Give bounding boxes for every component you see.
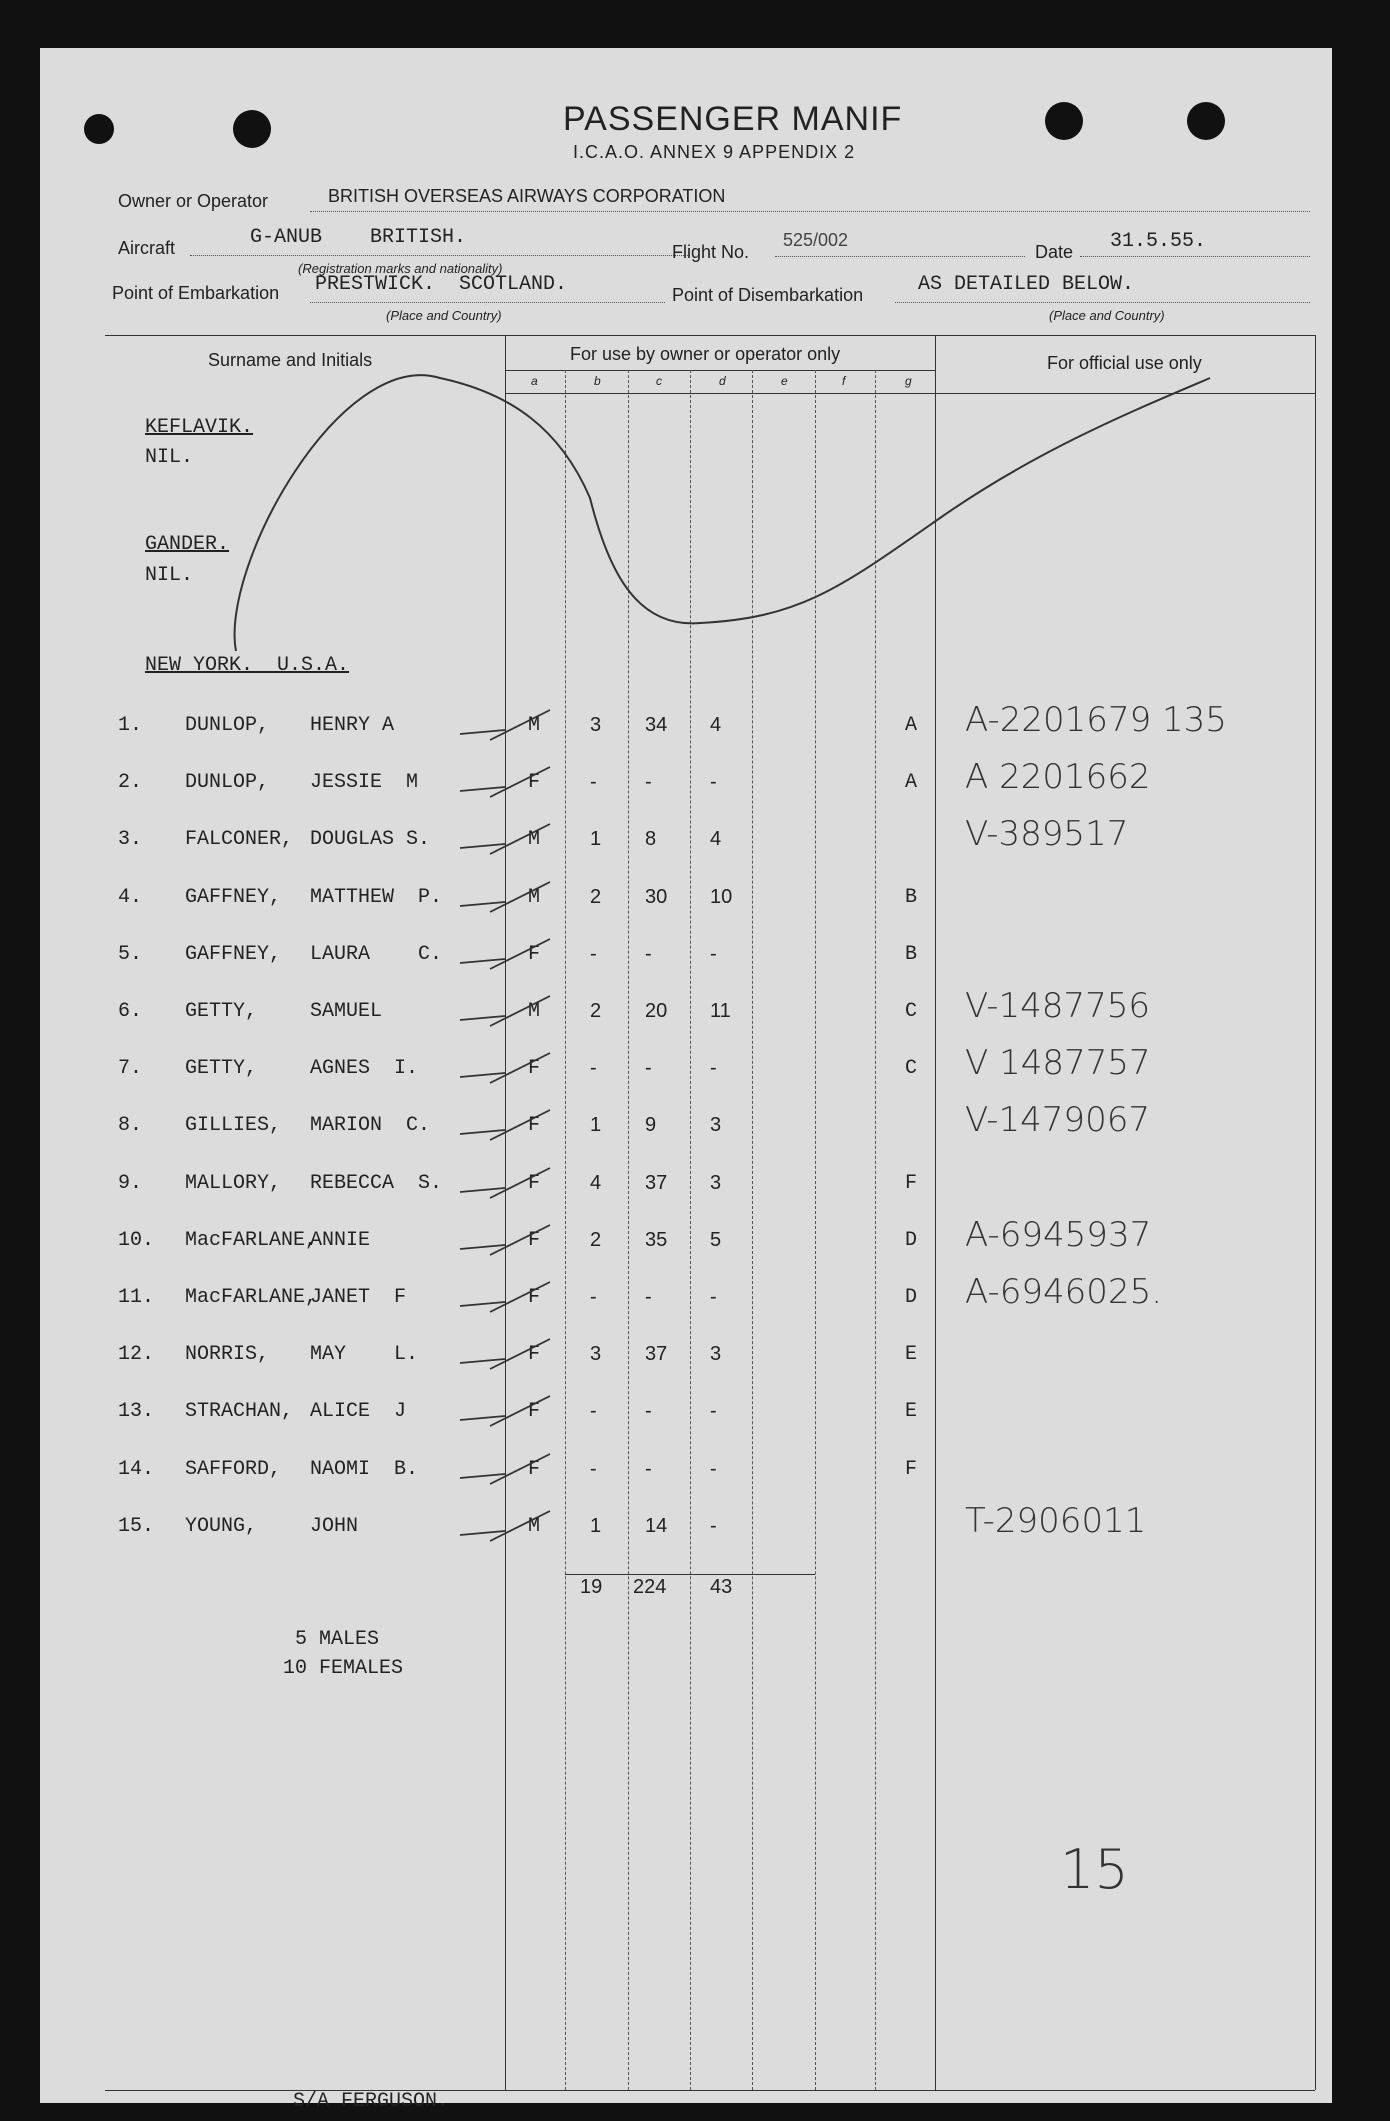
col-d-value: - <box>710 771 717 794</box>
passenger-given-name: ANNIE <box>310 1228 371 1252</box>
col-c-value: 35 <box>645 1228 668 1251</box>
table-row <box>40 1272 1332 1324</box>
col-d-value: 3 <box>710 1343 722 1366</box>
official-handwritten-note: V 1487757 <box>965 1043 1151 1084</box>
col-g-code: F <box>905 1171 918 1195</box>
col-d-value: 10 <box>710 885 733 908</box>
col-a-sex: F <box>528 1343 541 1367</box>
embarkation-caption: (Place and Country) <box>386 308 502 323</box>
col-a-sex: M <box>528 885 541 909</box>
col-c-value: 37 <box>645 1171 668 1194</box>
passenger-given-name: AGNES I. <box>310 1057 419 1081</box>
passenger-surname: STRACHAN, <box>185 1400 294 1424</box>
check-mark-icon <box>450 1386 560 1430</box>
row-number: 4. <box>118 885 143 909</box>
col-d-value: - <box>710 1514 717 1537</box>
table-row <box>40 986 1332 1038</box>
col-a-sex: M <box>528 1514 541 1538</box>
col-d-value: - <box>710 1057 717 1080</box>
col-a-sex: M <box>528 1000 541 1023</box>
check-mark-icon <box>450 1272 560 1316</box>
col-b-value: - <box>590 1457 597 1480</box>
row-number: 13. <box>118 1400 155 1424</box>
row-number: 7. <box>118 1057 143 1081</box>
col-b-value: - <box>590 942 597 965</box>
col-a-sex: F <box>528 1457 541 1481</box>
flight-label: Flight No. <box>672 242 750 262</box>
section-keflavik: KEFLAVIK. <box>145 416 254 439</box>
col-b-value: - <box>590 1400 597 1423</box>
punch-hole <box>233 110 271 148</box>
passenger-given-name: SAMUEL <box>310 1000 383 1023</box>
sub-col-e: e <box>781 374 788 388</box>
table-row <box>40 1043 1332 1095</box>
col-b-value: 2 <box>590 1228 602 1251</box>
col-a-sex: F <box>528 1228 541 1252</box>
col-b-value: - <box>590 1286 597 1308</box>
passenger-given-name: ALICE J <box>310 1400 407 1424</box>
col-b-value: 1 <box>590 1114 602 1137</box>
table-row <box>40 937 1332 981</box>
embarkation-label: Point of Embarkation <box>112 283 280 303</box>
col-a-sex: F <box>528 1400 541 1424</box>
check-mark-icon <box>450 1329 560 1373</box>
official-handwritten-note: A-6946025. <box>965 1272 1163 1312</box>
official-handwritten-note: T-2906011 <box>965 1500 1147 1541</box>
passenger-given-name: NAOMI B. <box>310 1457 419 1481</box>
sub-col-headers <box>505 374 935 392</box>
table-row <box>40 1452 1332 1496</box>
col-a-sex: M <box>528 714 541 737</box>
col-g-code: F <box>905 1457 918 1481</box>
row-number: 11. <box>118 1286 155 1309</box>
passenger-surname: MacFARLANE, <box>185 1228 318 1252</box>
row-number: 6. <box>118 1000 143 1023</box>
table-row <box>40 1394 1332 1438</box>
col-a-sex: F <box>528 942 541 966</box>
col-header-surname: Surname and Initials <box>208 350 373 370</box>
col-c-value: - <box>645 942 652 965</box>
total-b: 19 <box>580 1576 603 1598</box>
handwritten-count: 15 <box>1060 1838 1129 1901</box>
check-mark-icon <box>450 700 560 744</box>
check-mark-icon <box>450 1158 560 1202</box>
col-c-value: 8 <box>645 828 657 851</box>
col-g-code: B <box>905 942 918 966</box>
col-b-value: - <box>590 1057 597 1080</box>
col-d-value: 3 <box>710 1114 722 1137</box>
row-number: 10. <box>118 1228 155 1252</box>
table-row <box>40 700 1332 752</box>
col-b-value: 1 <box>590 828 602 851</box>
section-keflavik-value: NIL. <box>145 446 194 469</box>
aircraft-label: Aircraft <box>118 238 176 258</box>
col-header-owner-use: For use by owner or operator only <box>570 344 841 364</box>
passenger-given-name: JOHN <box>310 1514 359 1538</box>
passenger-given-name: LAURA C. <box>310 942 443 966</box>
row-number: 3. <box>118 828 143 852</box>
col-d-value: 4 <box>710 828 722 851</box>
col-g-code: E <box>905 1343 918 1367</box>
col-b-value: 2 <box>590 885 602 908</box>
col-d-value: 3 <box>710 1171 722 1194</box>
table-row <box>40 880 1332 924</box>
passenger-surname: YOUNG, <box>185 1514 258 1538</box>
total-d: 43 <box>710 1576 733 1598</box>
col-g-code: D <box>905 1228 918 1252</box>
col-c-value: - <box>645 1057 652 1080</box>
col-d-value: 5 <box>710 1228 722 1251</box>
sub-col-a: a <box>531 374 538 388</box>
table-row <box>40 1214 1332 1267</box>
table-row <box>40 1337 1332 1381</box>
sub-col-f: f <box>842 374 846 388</box>
summary-males: 5 MALES <box>295 1628 380 1651</box>
col-c-value: 14 <box>645 1514 668 1537</box>
passenger-surname: DUNLOP, <box>185 771 270 795</box>
col-b-value: 1 <box>590 1514 602 1537</box>
row-number: 2. <box>118 771 143 795</box>
passenger-surname: GILLIES, <box>185 1114 282 1138</box>
punch-hole <box>84 114 114 144</box>
disembarkation-label: Point of Disembarkation <box>672 285 864 305</box>
col-d-value: - <box>710 1457 717 1480</box>
row-number: 14. <box>118 1457 155 1481</box>
row-number: 1. <box>118 714 143 737</box>
passenger-surname: GAFFNEY, <box>185 942 282 966</box>
col-d-value: 4 <box>710 714 722 736</box>
sub-col-g: g <box>905 374 912 388</box>
row-number: 8. <box>118 1114 143 1138</box>
col-g-code: B <box>905 885 918 909</box>
passenger-given-name: MATTHEW P. <box>310 885 443 909</box>
col-g-code: D <box>905 1286 918 1309</box>
passenger-given-name: MAY L. <box>310 1343 419 1367</box>
official-handwritten-note: V-389517 <box>965 814 1129 855</box>
punch-hole <box>1045 102 1083 140</box>
check-mark-icon <box>450 1501 560 1545</box>
col-c-value: - <box>645 1286 652 1308</box>
check-mark-icon <box>450 929 560 973</box>
disembarkation-caption: (Place and Country) <box>1049 308 1165 323</box>
sub-col-d: d <box>719 374 726 388</box>
embarkation-value: PRESTWICK. SCOTLAND. <box>315 273 568 296</box>
footer-signature: S/A FERGUSON. <box>293 2090 450 2113</box>
passenger-surname: GETTY, <box>185 1057 258 1081</box>
page-subtitle: I.C.A.O. ANNEX 9 APPENDIX 2 <box>573 142 856 162</box>
col-a-sex: F <box>528 1171 541 1195</box>
section-gander: GANDER. <box>145 533 230 556</box>
table-row <box>40 1100 1332 1152</box>
date-label: Date <box>1035 242 1074 262</box>
passenger-given-name: JESSIE M <box>310 771 419 795</box>
col-a-sex: M <box>528 828 541 852</box>
col-g-code: A <box>905 771 918 795</box>
section-new-york: NEW YORK. U.S.A. <box>145 654 350 677</box>
col-b-value: 4 <box>590 1171 602 1194</box>
col-c-value: 34 <box>645 714 668 736</box>
sub-col-b: b <box>594 374 601 388</box>
table-row <box>40 1166 1332 1210</box>
col-a-sex: F <box>528 1286 541 1309</box>
check-mark-icon <box>450 986 560 1030</box>
col-c-value: 37 <box>645 1343 668 1366</box>
col-a-sex: F <box>528 1057 541 1081</box>
col-b-value: 3 <box>590 714 602 736</box>
row-number: 9. <box>118 1171 143 1195</box>
col-g-code: A <box>905 714 918 737</box>
official-handwritten-note: A 2201662 <box>965 757 1151 798</box>
passenger-surname: DUNLOP, <box>185 714 270 737</box>
check-mark-icon <box>450 1444 560 1488</box>
col-g-code: C <box>905 1057 918 1081</box>
sub-col-c: c <box>656 374 662 388</box>
official-handwritten-note: V-1487756 <box>965 986 1150 1026</box>
passenger-surname: GAFFNEY, <box>185 885 282 909</box>
col-d-value: 11 <box>710 1000 731 1022</box>
passenger-surname: FALCONER, <box>185 828 294 852</box>
col-c-value: 9 <box>645 1114 657 1137</box>
official-handwritten-note: A-6945937 <box>965 1214 1152 1255</box>
check-mark-icon <box>450 872 560 916</box>
col-c-value: - <box>645 771 652 794</box>
table-row <box>40 757 1332 809</box>
punch-hole <box>1187 102 1225 140</box>
table-row <box>40 814 1332 866</box>
col-d-value: - <box>710 1400 717 1423</box>
check-mark-icon <box>450 1043 560 1087</box>
section-gander-value: NIL. <box>145 564 194 587</box>
date-value: 31.5.55. <box>1110 230 1207 253</box>
col-c-value: 30 <box>645 885 668 908</box>
aircraft-caption: (Registration marks and nationality) <box>298 261 503 276</box>
col-c-value: - <box>645 1400 652 1423</box>
col-g-code: C <box>905 1000 918 1023</box>
owner-label: Owner or Operator <box>118 191 269 211</box>
col-header-official-use: For official use only <box>1047 353 1202 373</box>
passenger-given-name: JANET F <box>310 1286 407 1309</box>
passenger-surname: SAFFORD, <box>185 1457 282 1481</box>
col-d-value: - <box>710 942 717 965</box>
official-handwritten-note: V-1479067 <box>965 1100 1150 1141</box>
passenger-given-name: MARION C. <box>310 1114 431 1138</box>
col-b-value: 3 <box>590 1343 602 1366</box>
passenger-surname: MALLORY, <box>185 1171 282 1195</box>
official-handwritten-note: A-2201679 135 <box>965 700 1227 740</box>
manifest-sheet <box>40 48 1332 2113</box>
passenger-surname: MacFARLANE, <box>185 1286 318 1309</box>
col-a-sex: F <box>528 771 541 795</box>
row-number: 5. <box>118 942 143 966</box>
passenger-given-name: HENRY A <box>310 714 395 737</box>
col-d-value: - <box>710 1286 717 1308</box>
col-g-code: E <box>905 1400 918 1424</box>
col-c-value: - <box>645 1457 652 1480</box>
page-title: PASSENGER MANIF <box>563 100 903 138</box>
check-mark-icon <box>450 757 560 801</box>
passenger-given-name: REBECCA S. <box>310 1171 443 1195</box>
flight-value: 525/002 <box>783 230 849 250</box>
col-b-value: - <box>590 771 597 794</box>
summary-females: 10 FEMALES <box>283 1657 404 1680</box>
owner-value: BRITISH OVERSEAS AIRWAYS CORPORATION <box>328 186 726 206</box>
row-number: 15. <box>118 1514 155 1538</box>
check-mark-icon <box>450 814 560 858</box>
passenger-surname: NORRIS, <box>185 1343 270 1367</box>
disembarkation-value: AS DETAILED BELOW. <box>918 273 1135 296</box>
total-c: 224 <box>633 1576 667 1598</box>
passenger-surname: GETTY, <box>185 1000 258 1023</box>
check-mark-icon <box>450 1100 560 1144</box>
aircraft-value: G-ANUB BRITISH. <box>250 226 467 249</box>
col-b-value: 2 <box>590 1000 602 1022</box>
col-a-sex: F <box>528 1114 541 1138</box>
passenger-given-name: DOUGLAS S. <box>310 828 431 852</box>
check-mark-icon <box>450 1215 560 1259</box>
table-row <box>40 1500 1332 1553</box>
col-c-value: 20 <box>645 1000 668 1022</box>
row-number: 12. <box>118 1343 155 1367</box>
